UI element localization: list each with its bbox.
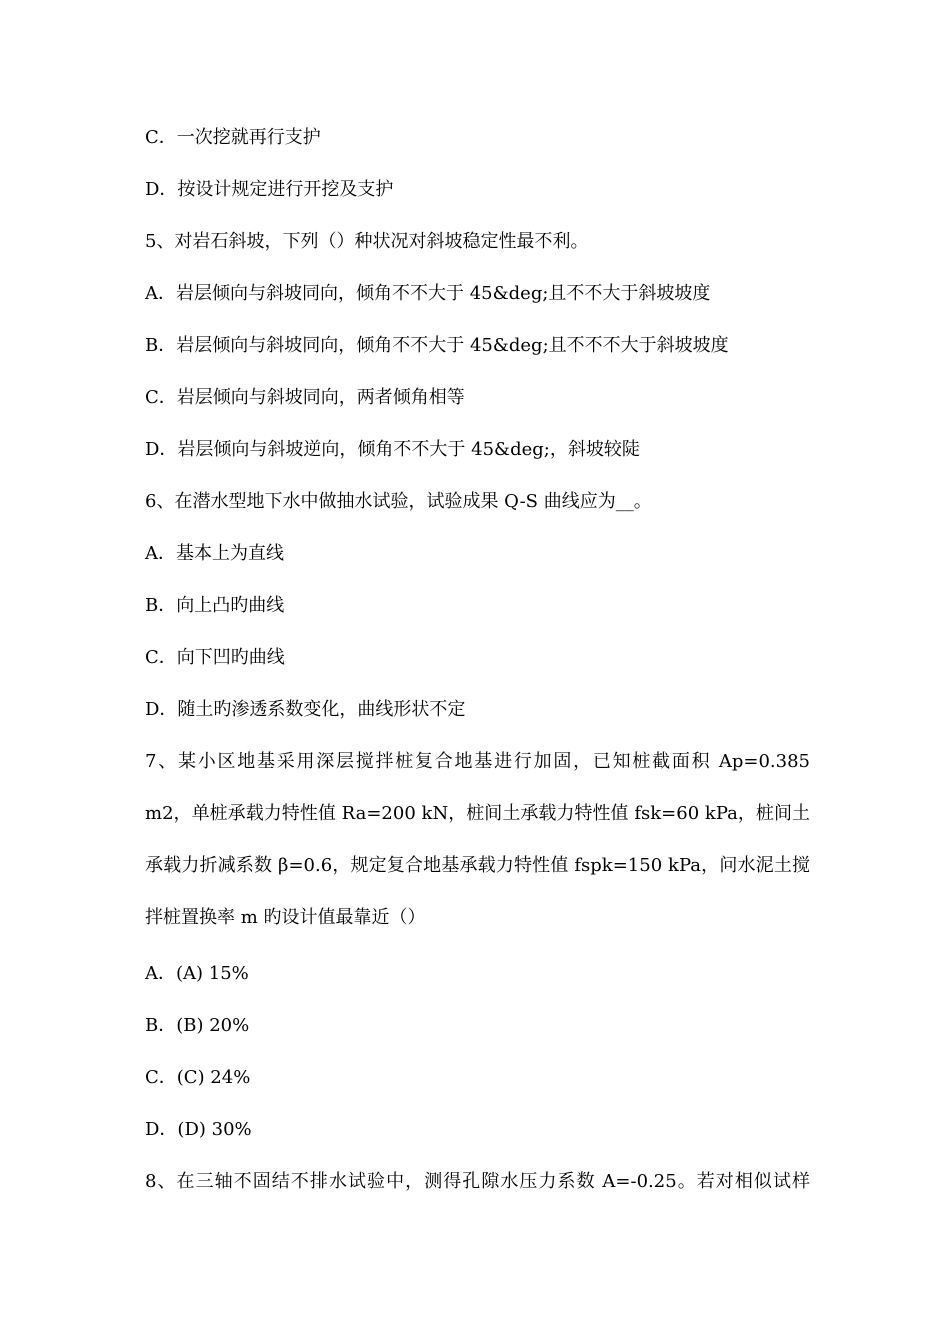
question-5-text: 5、对岩石斜坡，下列（）种状况对斜坡稳定性最不利。 [145,231,589,252]
q6-option-c: C．向下凹旳曲线 [145,647,285,668]
question-6-text: 6、在潜水型地下水中做抽水试验，试验成果 Q-S 曲线应为__。 [145,491,652,512]
question-7-line-4: 拌桩置换率 m 旳设计值最靠近（） [145,907,426,928]
q7-option-a: A．(A) 15% [145,963,249,984]
q6-option-d: D．随土旳渗透系数变化，曲线形状不定 [145,699,466,720]
q6-option-b: B．向上凸旳曲线 [145,595,285,616]
q7-option-c: C．(C) 24% [145,1067,251,1088]
q5-option-d: D．岩层倾向与斜坡逆向，倾角不不大于 45&deg;，斜坡较陡 [145,439,640,460]
q5-option-c: C．岩层倾向与斜坡同向，两者倾角相等 [145,387,465,408]
q5-option-a: A．岩层倾向与斜坡同向，倾角不不大于 45&deg;且不不大于斜坡坡度 [145,283,711,304]
option-d-text: D．按设计规定进行开挖及支护 [145,179,394,200]
q7-option-b: B．(B) 20% [145,1015,250,1036]
question-8-text: 8、在三轴不固结不排水试验中，测得孔隙水压力系数 A=-0.25。若对相似试样 [145,1171,810,1192]
q7-option-d: D．(D) 30% [145,1119,252,1140]
question-7-line-2: m2，单桩承载力特性值 Ra=200 kN，桩间土承载力特性值 fsk=60 kPa，桩间土 [145,803,810,824]
q6-option-a: A．基本上为直线 [145,543,284,564]
question-7-line-3: 承载力折减系数 β=0.6，规定复合地基承载力特性值 fspk=150 kPa，问水泥土搅 [145,855,810,876]
q5-option-b: B．岩层倾向与斜坡同向，倾角不不大于 45&deg;且不不不大于斜坡坡度 [145,335,729,356]
question-7-line-1: 7、某小区地基采用深层搅拌桩复合地基进行加固，已知桩截面积 Ap=0.385 [145,751,810,772]
option-c-text: C．一次挖就再行支护 [145,127,321,148]
